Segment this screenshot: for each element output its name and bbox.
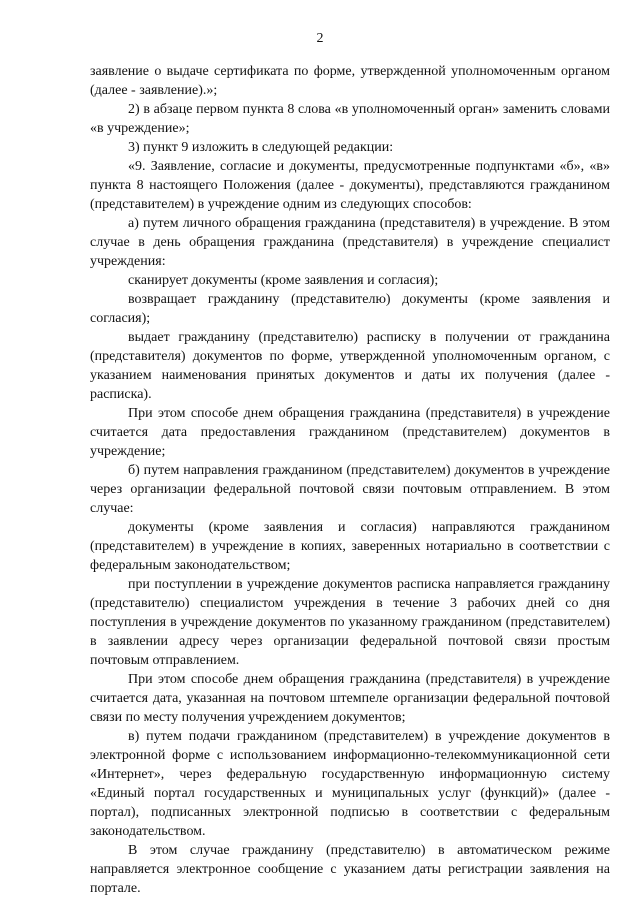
paragraph-return-documents: возвращает гражданину (представителю) документы (кроме заявления и согласия); <box>90 292 610 326</box>
document-body <box>90 62 610 898</box>
paragraph-receipt-by-mail: при поступлении в учреждение документов расписка направляется гражданину (представителю) специалистом учреждения в течение 3 рабочих дней со дня поступления в учреждение документов по указанному гражданином (представителем) в заявлении адресу через организации федеральной почтовой связи простым почтовым отправлением. <box>90 577 610 668</box>
paragraph-issue-receipt: выдает гражданину (представителю) расписку в получении от гражданина (представителя) документов по форме, утвержденной уполномоченным органом, с указанием наименования принятых документов и даты их получения (далее - расписка). <box>90 330 610 402</box>
paragraph-subitem-c: в) путем подачи гражданином (представителем) в учреждение документов в электронной форме с использованием информационно-телекоммуникационной сети «Интернет», через федеральную государственную информационную систему «Единый портал государственных и муниципальных услуг (функций)» (далее - портал), подписанных электронной подписью в соответствии с федеральным законодательством. <box>90 729 610 839</box>
paragraph-subitem-b: б) путем направления гражданином (представителем) документов в учреждение через организации федеральной почтовой связи почтовым отправлением. В этом случае: <box>90 463 610 516</box>
paragraph-electronic-message: В этом случае гражданину (представителю) в автоматическом режиме направляется электронное сообщение с указанием даты регистрации заявления на портале. <box>90 843 610 896</box>
paragraph-date-postmark: При этом способе днем обращения гражданина (представителя) в учреждение считается дата, указанная на почтовом штемпеле организации федеральной почтовой связи по месту получения учреждением документов; <box>90 672 610 725</box>
paragraph-item-3: 3) пункт 9 изложить в следующей редакции: <box>128 140 394 155</box>
paragraph-scan-documents: сканирует документы (кроме заявления и согласия); <box>128 273 439 288</box>
paragraph-clause-9: «9. Заявление, согласие и документы, предусмотренные подпунктами «б», «в» пункта 8 настоящего Положения (далее - документы), представляются гражданином (представителем) в учреждение одним из следующих способов: <box>90 159 610 212</box>
paragraph-copies-notarized: документы (кроме заявления и согласия) направляются гражданином (представителем) в учреждение в копиях, заверенных нотариально в соответствии с федеральным законодательством; <box>90 520 610 573</box>
page-number: 2 <box>316 31 324 46</box>
paragraph-date-personal: При этом способе днем обращения гражданина (представителя) в учреждение считается дата предоставления гражданином (представителем) документов в учреждение; <box>90 406 610 459</box>
paragraph-continuation: заявление о выдаче сертификата по форме, утвержденной уполномоченным органом (далее - заявление).»; <box>90 64 610 98</box>
paragraph-item-2: 2) в абзаце первом пункта 8 слова «в уполномоченный орган» заменить словами «в учреждение»; <box>90 102 610 136</box>
paragraph-subitem-a: а) путем личного обращения гражданина (представителя) в учреждение. В этом случае в день обращения гражданина (представителя) в учреждение специалист учреждения: <box>90 216 610 269</box>
